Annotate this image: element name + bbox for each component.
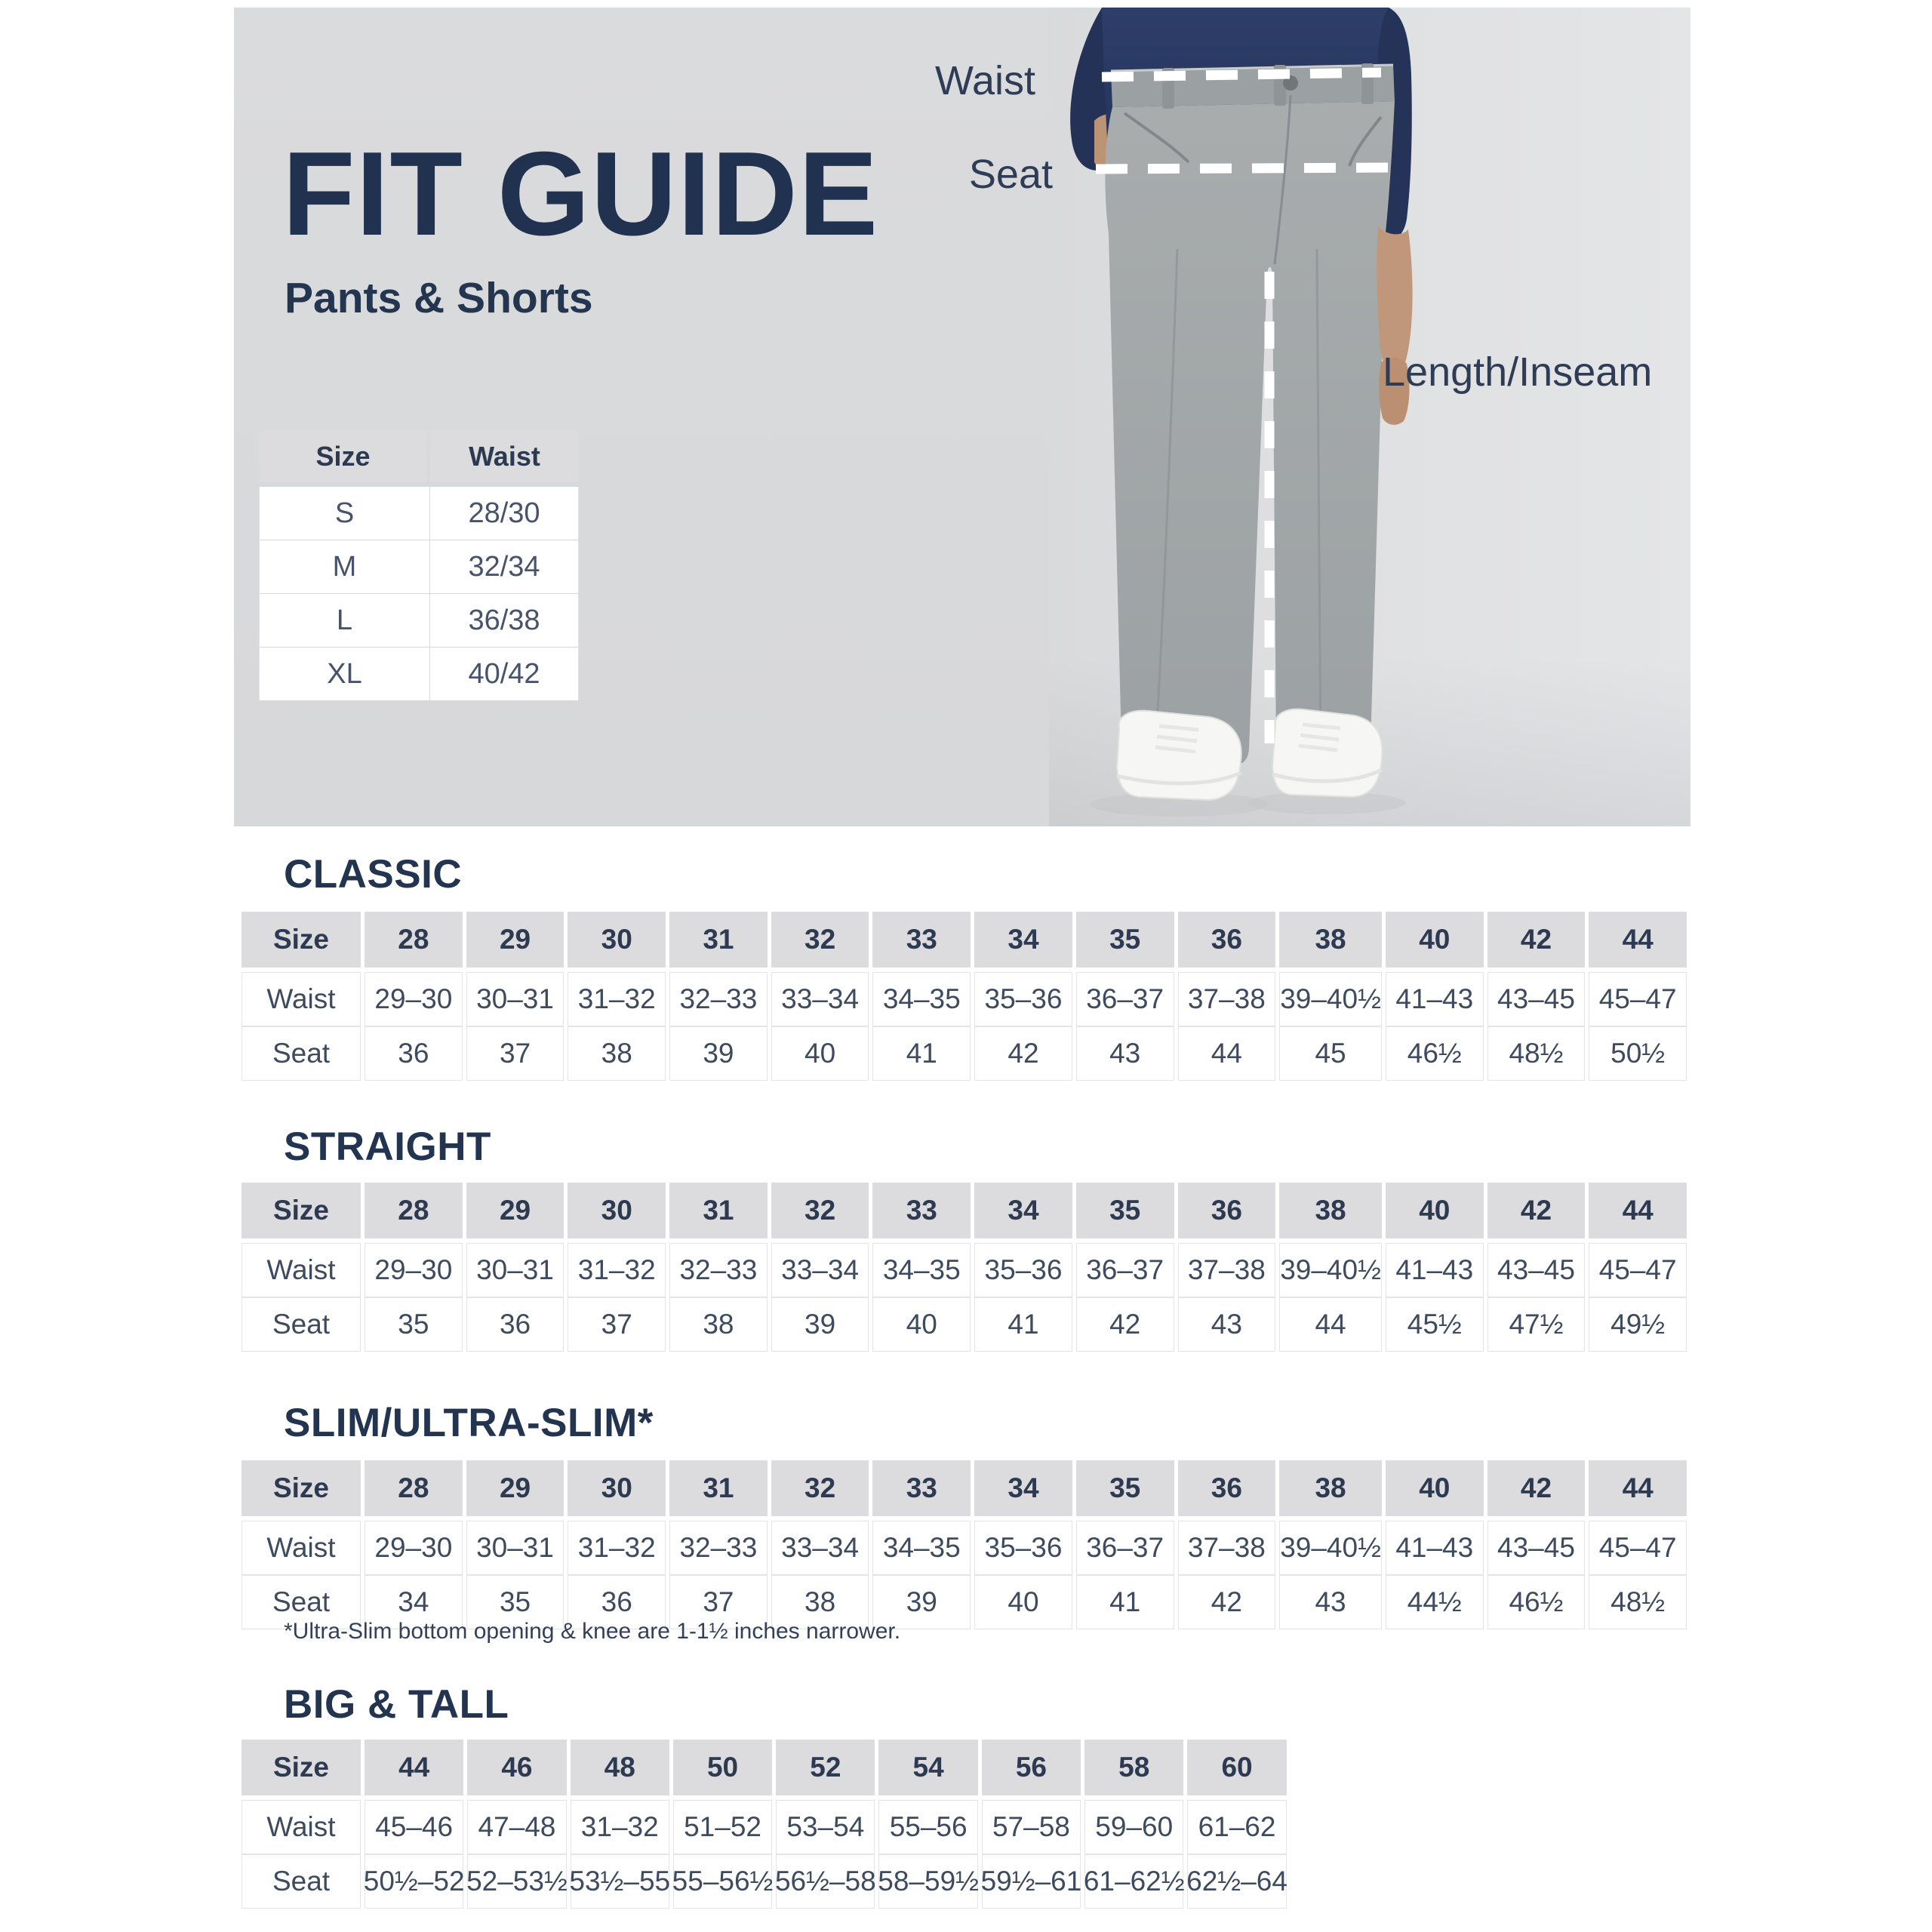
classic-seat-cell: 39 bbox=[669, 1026, 768, 1081]
classic-size-table bbox=[242, 912, 1690, 1081]
straight-waist-cell: 41–43 bbox=[1386, 1243, 1484, 1297]
bigtall-waist-cell: 61–62 bbox=[1187, 1800, 1286, 1854]
slim-size-col-header: Size bbox=[242, 1460, 361, 1516]
bigtall-waist-cell: 47–48 bbox=[467, 1800, 566, 1854]
hero-table-waist-cell: 28/30 bbox=[430, 487, 579, 540]
straight-size-header-cell: 35 bbox=[1076, 1183, 1174, 1238]
slim-size-header-cell: 35 bbox=[1076, 1460, 1174, 1516]
bigtall-seat-cell: 61–62½ bbox=[1084, 1854, 1183, 1909]
straight-waist-cell: 45–47 bbox=[1589, 1243, 1687, 1297]
classic-seat-cell: 46½ bbox=[1386, 1026, 1484, 1081]
big-and-tall-size-table bbox=[242, 1740, 1291, 1909]
classic-row-label: Seat bbox=[242, 1026, 361, 1081]
classic-size-header-cell: 30 bbox=[568, 912, 666, 968]
classic-size-col-header: Size bbox=[242, 912, 361, 968]
straight-row-label: Waist bbox=[242, 1243, 361, 1297]
straight-size-header-cell: 30 bbox=[568, 1183, 666, 1238]
bigtall-size-header-cell: 52 bbox=[776, 1740, 875, 1795]
straight-seat-cell: 39 bbox=[771, 1297, 869, 1352]
straight-seat-cell: 43 bbox=[1178, 1297, 1276, 1352]
bigtall-waist-cell: 57–58 bbox=[982, 1800, 1081, 1854]
straight-seat-cell: 49½ bbox=[1589, 1297, 1687, 1352]
straight-size-header-cell: 36 bbox=[1178, 1183, 1276, 1238]
bigtall-waist-cell: 53–54 bbox=[776, 1800, 875, 1854]
classic-size-header-cell: 31 bbox=[669, 912, 768, 968]
straight-waist-cell: 33–34 bbox=[771, 1243, 869, 1297]
straight-size-col-header: Size bbox=[242, 1183, 361, 1238]
straight-waist-cell: 37–38 bbox=[1178, 1243, 1276, 1297]
slim-size-header-cell: 32 bbox=[771, 1460, 869, 1516]
classic-size-header-cell: 38 bbox=[1279, 912, 1382, 968]
straight-seat-cell: 41 bbox=[974, 1297, 1072, 1352]
slim-size-header-cell: 42 bbox=[1487, 1460, 1586, 1516]
slim-seat-cell: 36 bbox=[568, 1575, 666, 1629]
slim-waist-cell: 36–37 bbox=[1076, 1521, 1174, 1575]
slim-waist-cell: 39–40½ bbox=[1279, 1521, 1382, 1575]
straight-waist-cell: 43–45 bbox=[1487, 1243, 1586, 1297]
straight-size-header-cell: 42 bbox=[1487, 1183, 1586, 1238]
slim-waist-cell: 29–30 bbox=[365, 1521, 463, 1575]
straight-size-header-cell: 28 bbox=[365, 1183, 463, 1238]
straight-size-header-cell: 32 bbox=[771, 1183, 869, 1238]
hero-table-size-cell: M bbox=[259, 540, 430, 594]
bigtall-seat-cell: 58–59½ bbox=[878, 1854, 977, 1909]
bigtall-size-col-header: Size bbox=[242, 1740, 361, 1795]
classic-seat-cell: 38 bbox=[568, 1026, 666, 1081]
bigtall-row-label: Seat bbox=[242, 1854, 361, 1909]
classic-waist-cell: 29–30 bbox=[365, 972, 463, 1026]
bigtall-waist-cell: 31–32 bbox=[571, 1800, 669, 1854]
bigtall-row-label: Waist bbox=[242, 1800, 361, 1854]
classic-seat-cell: 40 bbox=[771, 1026, 869, 1081]
hero-table-size-cell: L bbox=[259, 594, 430, 648]
classic-seat-cell: 48½ bbox=[1487, 1026, 1586, 1081]
slim-size-header-cell: 40 bbox=[1386, 1460, 1484, 1516]
straight-seat-cell: 38 bbox=[669, 1297, 768, 1352]
straight-size-table bbox=[242, 1183, 1690, 1352]
straight-seat-cell: 40 bbox=[872, 1297, 971, 1352]
slim-seat-cell: 35 bbox=[466, 1575, 565, 1629]
slim-waist-cell: 35–36 bbox=[974, 1521, 1072, 1575]
slim-seat-cell: 42 bbox=[1178, 1575, 1276, 1629]
straight-size-header-cell: 33 bbox=[872, 1183, 971, 1238]
classic-waist-cell: 43–45 bbox=[1487, 972, 1586, 1026]
hero-table-size-cell: S bbox=[259, 487, 430, 540]
classic-seat-cell: 37 bbox=[466, 1026, 565, 1081]
slim-waist-cell: 45–47 bbox=[1589, 1521, 1687, 1575]
classic-size-header-cell: 40 bbox=[1386, 912, 1484, 968]
classic-waist-cell: 37–38 bbox=[1178, 972, 1276, 1026]
bigtall-size-header-cell: 60 bbox=[1187, 1740, 1286, 1795]
classic-section-title: CLASSIC bbox=[284, 852, 463, 897]
slim-ultra-slim-section-title: SLIM/ULTRA-SLIM* bbox=[284, 1401, 654, 1445]
slim-seat-cell: 37 bbox=[669, 1575, 768, 1629]
bigtall-seat-cell: 59½–61 bbox=[982, 1854, 1081, 1909]
classic-waist-cell: 30–31 bbox=[466, 972, 565, 1026]
classic-waist-cell: 45–47 bbox=[1589, 972, 1687, 1026]
slim-size-header-cell: 33 bbox=[872, 1460, 971, 1516]
slim-row-label: Seat bbox=[242, 1575, 361, 1629]
straight-seat-cell: 47½ bbox=[1487, 1297, 1586, 1352]
straight-size-header-cell: 44 bbox=[1589, 1183, 1687, 1238]
straight-size-header-cell: 31 bbox=[669, 1183, 768, 1238]
straight-waist-cell: 39–40½ bbox=[1279, 1243, 1382, 1297]
straight-waist-cell: 31–32 bbox=[568, 1243, 666, 1297]
slim-waist-cell: 31–32 bbox=[568, 1521, 666, 1575]
slim-size-header-cell: 38 bbox=[1279, 1460, 1382, 1516]
bigtall-size-header-cell: 44 bbox=[365, 1740, 463, 1795]
slim-size-header-cell: 29 bbox=[466, 1460, 565, 1516]
classic-waist-cell: 31–32 bbox=[568, 972, 666, 1026]
classic-waist-cell: 41–43 bbox=[1386, 972, 1484, 1026]
straight-section-title: STRAIGHT bbox=[284, 1124, 491, 1169]
slim-seat-cell: 43 bbox=[1279, 1575, 1382, 1629]
classic-row-label: Waist bbox=[242, 972, 361, 1026]
hero-table-size-cell: XL bbox=[259, 648, 430, 701]
slim-seat-cell: 40 bbox=[974, 1575, 1072, 1629]
slim-size-header-cell: 36 bbox=[1178, 1460, 1276, 1516]
slim-waist-cell: 41–43 bbox=[1386, 1521, 1484, 1575]
classic-seat-cell: 36 bbox=[365, 1026, 463, 1081]
bigtall-seat-cell: 52–53½ bbox=[467, 1854, 566, 1909]
slim-seat-cell: 48½ bbox=[1589, 1575, 1687, 1629]
straight-size-header-cell: 34 bbox=[974, 1183, 1072, 1238]
hero-banner bbox=[234, 8, 1690, 826]
bigtall-waist-cell: 59–60 bbox=[1084, 1800, 1183, 1854]
straight-seat-cell: 42 bbox=[1076, 1297, 1174, 1352]
waist-measure-label: Waist bbox=[935, 58, 1035, 103]
slim-seat-cell: 44½ bbox=[1386, 1575, 1484, 1629]
classic-seat-cell: 45 bbox=[1279, 1026, 1382, 1081]
big-and-tall-section-title: BIG & TALL bbox=[284, 1682, 509, 1727]
classic-size-header-cell: 33 bbox=[872, 912, 971, 968]
bigtall-size-header-cell: 48 bbox=[571, 1740, 669, 1795]
slim-size-header-cell: 30 bbox=[568, 1460, 666, 1516]
bigtall-size-header-cell: 46 bbox=[467, 1740, 566, 1795]
bigtall-waist-cell: 51–52 bbox=[673, 1800, 772, 1854]
classic-size-header-cell: 36 bbox=[1178, 912, 1276, 968]
classic-seat-cell: 43 bbox=[1076, 1026, 1174, 1081]
classic-size-header-cell: 28 bbox=[365, 912, 463, 968]
classic-waist-cell: 33–34 bbox=[771, 972, 869, 1026]
pants-legs bbox=[1105, 101, 1395, 767]
straight-waist-cell: 32–33 bbox=[669, 1243, 768, 1297]
bigtall-size-header-cell: 58 bbox=[1084, 1740, 1183, 1795]
right-shoe bbox=[1272, 709, 1382, 797]
slim-seat-cell: 34 bbox=[365, 1575, 463, 1629]
bigtall-waist-cell: 45–46 bbox=[365, 1800, 463, 1854]
slim-seat-cell: 41 bbox=[1076, 1575, 1174, 1629]
slim-waist-cell: 34–35 bbox=[872, 1521, 971, 1575]
classic-size-header-cell: 34 bbox=[974, 912, 1072, 968]
bigtall-size-header-cell: 50 bbox=[673, 1740, 772, 1795]
classic-seat-cell: 41 bbox=[872, 1026, 971, 1081]
pants-waistband bbox=[1111, 65, 1395, 107]
straight-seat-cell: 44 bbox=[1279, 1297, 1382, 1352]
slim-waist-cell: 33–34 bbox=[771, 1521, 869, 1575]
slim-seat-cell: 38 bbox=[771, 1575, 869, 1629]
hero-table-waist-cell: 40/42 bbox=[430, 648, 579, 701]
straight-waist-cell: 36–37 bbox=[1076, 1243, 1174, 1297]
straight-seat-cell: 37 bbox=[568, 1297, 666, 1352]
hero-table-header-cell: Size bbox=[259, 430, 427, 482]
bigtall-seat-cell: 55–56½ bbox=[673, 1854, 772, 1909]
ultra-slim-footnote: *Ultra-Slim bottom opening & knee are 1-1½ inches narrower. bbox=[284, 1619, 901, 1644]
slim-ultra-slim-size-table bbox=[242, 1460, 1690, 1629]
slim-size-header-cell: 28 bbox=[365, 1460, 463, 1516]
slim-size-header-cell: 31 bbox=[669, 1460, 768, 1516]
classic-seat-cell: 50½ bbox=[1589, 1026, 1687, 1081]
bigtall-waist-cell: 55–56 bbox=[878, 1800, 977, 1854]
seat-measure-label: Seat bbox=[968, 152, 1053, 197]
straight-size-header-cell: 40 bbox=[1386, 1183, 1484, 1238]
bigtall-seat-cell: 53½–55 bbox=[571, 1854, 669, 1909]
fit-model-photo bbox=[1049, 8, 1690, 826]
bigtall-seat-cell: 56½–58 bbox=[776, 1854, 875, 1909]
classic-waist-cell: 36–37 bbox=[1076, 972, 1174, 1026]
straight-waist-cell: 29–30 bbox=[365, 1243, 463, 1297]
hero-size-table bbox=[259, 430, 579, 701]
bigtall-seat-cell: 62½–64 bbox=[1187, 1854, 1286, 1909]
slim-waist-cell: 37–38 bbox=[1178, 1521, 1276, 1575]
length-inseam-measure-label: Length/Inseam bbox=[1383, 349, 1653, 395]
straight-seat-cell: 36 bbox=[466, 1297, 565, 1352]
straight-waist-cell: 35–36 bbox=[974, 1243, 1072, 1297]
slim-seat-cell: 46½ bbox=[1487, 1575, 1586, 1629]
bigtall-size-header-cell: 54 bbox=[878, 1740, 977, 1795]
hero-table-header-cell: Waist bbox=[430, 430, 579, 482]
classic-size-header-cell: 35 bbox=[1076, 912, 1174, 968]
slim-waist-cell: 43–45 bbox=[1487, 1521, 1586, 1575]
classic-size-header-cell: 29 bbox=[466, 912, 565, 968]
left-shoe bbox=[1117, 711, 1241, 800]
hero-table-waist-cell: 36/38 bbox=[430, 594, 579, 648]
straight-size-header-cell: 38 bbox=[1279, 1183, 1382, 1238]
straight-size-header-cell: 29 bbox=[466, 1183, 565, 1238]
classic-size-header-cell: 44 bbox=[1589, 912, 1687, 968]
slim-seat-cell: 39 bbox=[872, 1575, 971, 1629]
bigtall-size-header-cell: 56 bbox=[982, 1740, 1081, 1795]
classic-waist-cell: 35–36 bbox=[974, 972, 1072, 1026]
classic-size-header-cell: 32 bbox=[771, 912, 869, 968]
page-subtitle: Pants & Shorts bbox=[285, 274, 593, 322]
page-title: FIT GUIDE bbox=[282, 128, 879, 260]
slim-row-label: Waist bbox=[242, 1521, 361, 1575]
slim-size-header-cell: 44 bbox=[1589, 1460, 1687, 1516]
classic-waist-cell: 32–33 bbox=[669, 972, 768, 1026]
classic-seat-cell: 42 bbox=[974, 1026, 1072, 1081]
straight-waist-cell: 30–31 bbox=[466, 1243, 565, 1297]
slim-size-header-cell: 34 bbox=[974, 1460, 1072, 1516]
straight-waist-cell: 34–35 bbox=[872, 1243, 971, 1297]
straight-seat-cell: 45½ bbox=[1386, 1297, 1484, 1352]
slim-waist-cell: 30–31 bbox=[466, 1521, 565, 1575]
straight-seat-cell: 35 bbox=[365, 1297, 463, 1352]
classic-size-header-cell: 42 bbox=[1487, 912, 1586, 968]
hero-table-waist-cell: 32/34 bbox=[430, 540, 579, 594]
classic-waist-cell: 39–40½ bbox=[1279, 972, 1382, 1026]
classic-waist-cell: 34–35 bbox=[872, 972, 971, 1026]
bigtall-seat-cell: 50½–52 bbox=[365, 1854, 463, 1909]
slim-waist-cell: 32–33 bbox=[669, 1521, 768, 1575]
classic-seat-cell: 44 bbox=[1178, 1026, 1276, 1081]
straight-row-label: Seat bbox=[242, 1297, 361, 1352]
